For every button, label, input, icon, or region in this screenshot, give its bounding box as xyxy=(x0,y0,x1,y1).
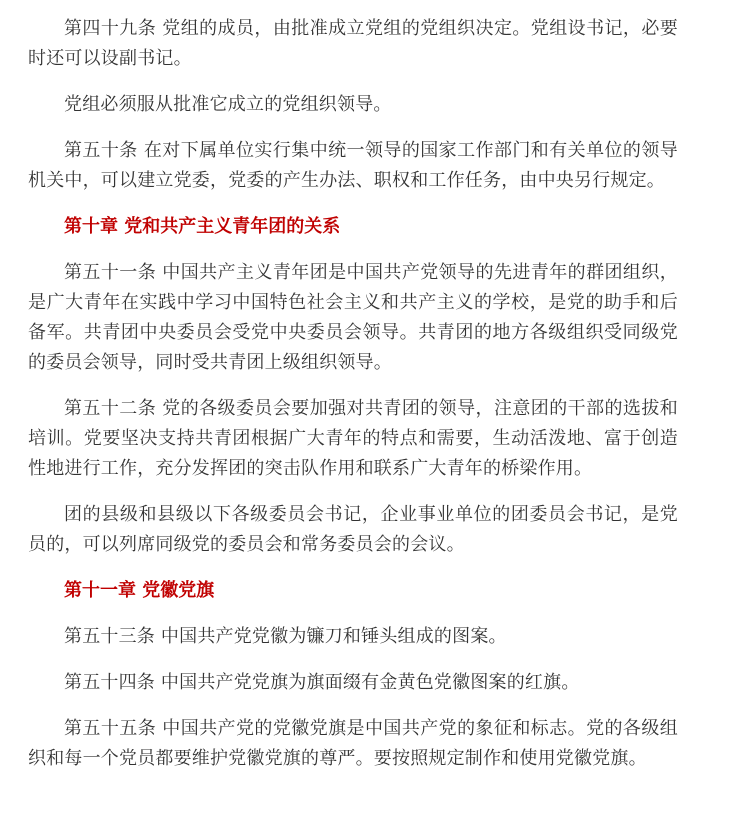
article-50-paragraph: 第五十条 在对下属单位实行集中统一领导的国家工作部门和有关单位的领导机关中，可以建立党委，党委的产生办法、职权和工作任务，由中央另行规定。 xyxy=(28,140,678,191)
chapter-10-heading: 第十章 党和共产主义青年团的关系 xyxy=(64,216,341,237)
article-49-continuation-paragraph: 党组必须服从批准它成立的党组织领导。 xyxy=(64,94,392,115)
chapter-11-heading: 第十一章 党徽党旗 xyxy=(64,580,215,601)
article-52-paragraph: 第五十二条 党的各级委员会要加强对共青团的领导，注意团的干部的选拔和培训。党要坚决支持共青团根据广大青年的特点和需要，生动活泼地、富于创造性地进行工作，充分发挥团的突击队作用和联系广大青年的桥梁作用。 xyxy=(28,398,678,479)
article-body xyxy=(28,0,678,774)
article-49-paragraph: 第四十九条 党组的成员，由批准成立党组的党组织决定。党组设书记，必要时还可以设副书记。 xyxy=(28,18,678,69)
article-55-paragraph: 第五十五条 中国共产党的党徽党旗是中国共产党的象征和标志。党的各级组织和每一个党员都要维护党徽党旗的尊严。要按照规定制作和使用党徽党旗。 xyxy=(28,718,678,769)
article-51-paragraph: 第五十一条 中国共产主义青年团是中国共产党领导的先进青年的群团组织，是广大青年在实践中学习中国特色社会主义和共产主义的学校，是党的助手和后备军。共青团中央委员会受党中央委员会领导。共青团的地方各级组织受同级党的委员会领导，同时受共青团上级组织领导。 xyxy=(28,262,678,373)
article-52-continuation-paragraph: 团的县级和县级以下各级委员会书记，企业事业单位的团委员会书记，是党员的，可以列席同级党的委员会和常务委员会的会议。 xyxy=(28,504,678,555)
article-54-paragraph: 第五十四条 中国共产党党旗为旗面缀有金黄色党徽图案的红旗。 xyxy=(64,672,580,693)
article-53-paragraph: 第五十三条 中国共产党党徽为镰刀和锤头组成的图案。 xyxy=(64,626,507,647)
